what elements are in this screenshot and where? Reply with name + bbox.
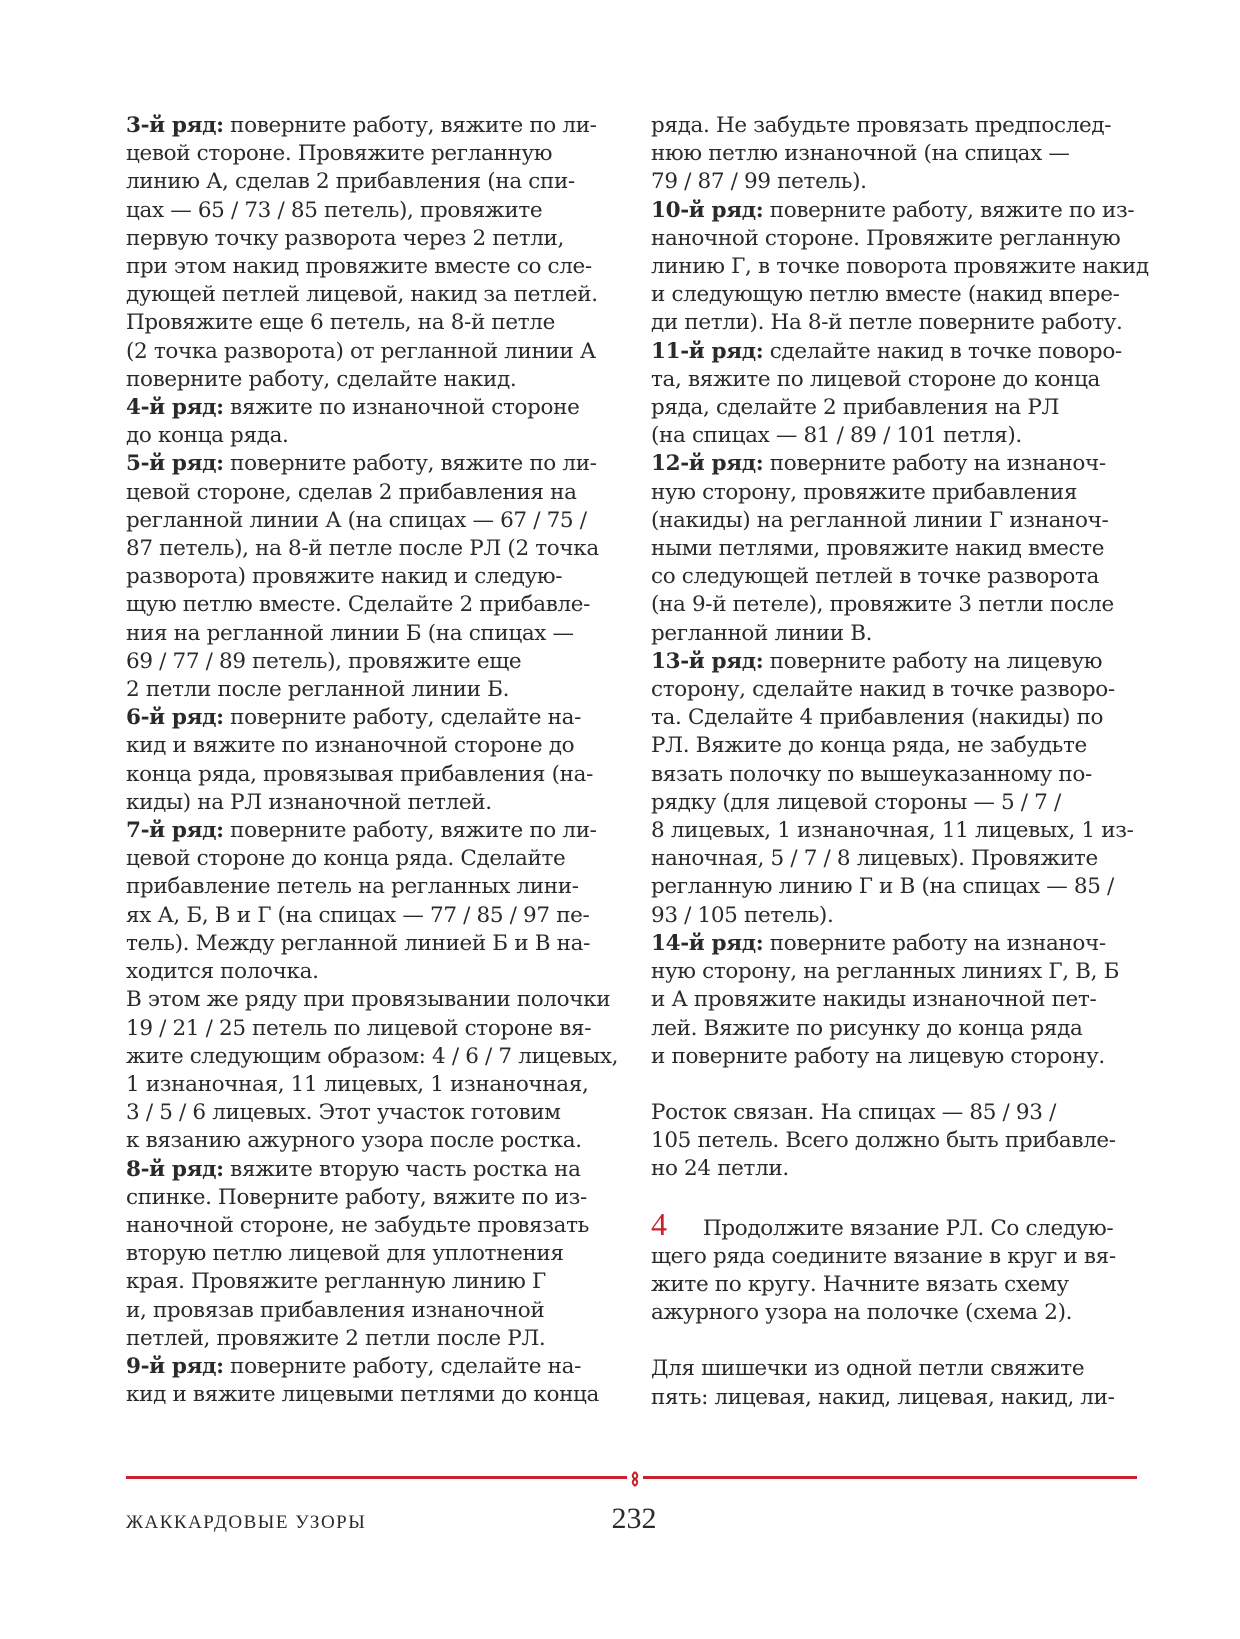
line-text: кид и вяжите по изнаночной стороне до [126,733,575,759]
text-line [126,789,622,817]
row-label: 5-й ряд: [126,451,224,477]
text-line [126,309,622,337]
text-line [126,1353,622,1381]
text-line [651,817,1147,845]
line-text: 8 лицевых, 1 изнаночная, 11 лицевых, 1 из- [651,818,1134,844]
text-line [126,902,622,930]
text-line [126,1127,622,1155]
line-text: и следующую петлю вместе (накид впере- [651,282,1120,308]
text-line [651,507,1147,535]
text-line [126,1297,622,1325]
text-line [126,845,622,873]
text-line [651,1384,1147,1412]
line-text: 69 / 77 / 89 петель), провяжите еще [126,648,522,674]
line-text: 79 / 87 / 99 петель). [651,169,867,195]
text-line [126,1268,622,1296]
text-line [651,366,1147,394]
text-line [126,986,622,1014]
line-text: Для шишечки из одной петли свяжите [651,1356,1085,1382]
line-text: Продолжите вязание РЛ. Со следую- [703,1215,1114,1241]
line-text: киды) на РЛ изнаночной петлей. [126,789,492,815]
text-line [126,1381,622,1409]
text-line [651,281,1147,309]
ornament-icon [623,1466,647,1492]
text-line [126,676,622,704]
line-text: вяжите по изнаночной стороне [223,395,580,421]
line-text: регланной линии В. [651,620,873,646]
text-line [126,507,622,535]
line-text: наночной стороне, не забудьте провязать [126,1212,590,1238]
line-text: но 24 петли. [651,1156,789,1182]
text-line [651,450,1147,478]
text-line [651,394,1147,422]
line-text: разворота) провяжите накид и следую- [126,564,563,590]
text-line [126,112,622,140]
text-line [651,761,1147,789]
line-text: петлей, провяжите 2 петли после РЛ. [126,1325,546,1351]
line-text: нюю петлю изнаночной (на спицах — [651,141,1070,167]
text-line [126,873,622,901]
line-text: 105 петель. Всего должно быть прибавле- [651,1128,1116,1154]
line-text: 2 петли после регланной линии Б. [126,677,510,703]
row-label: 14-й ряд: [651,930,764,956]
line-text: ажурного узора на полочке (схема 2). [651,1300,1073,1326]
line-text: 19 / 21 / 25 петель по лицевой стороне вя- [126,1015,592,1041]
paragraph-gap [651,1184,1147,1212]
text-line [126,704,622,732]
line-text: и, провязав прибавления изнаночной [126,1297,545,1323]
line-text: кид и вяжите лицевыми петлями до конца [126,1382,600,1408]
line-text: края. Провяжите регланную линию Г [126,1269,546,1295]
text-line [126,450,622,478]
footer-section-title: ЖАККАРДОВЫЕ УЗОРЫ [126,1512,367,1533]
text-line [126,1156,622,1184]
row-label: 6-й ряд: [126,705,224,731]
text-line [651,704,1147,732]
text-line [651,1015,1147,1043]
line-text: (на спицах — 81 / 89 / 101 петля). [651,423,1022,449]
step-number: 4 [651,1205,667,1242]
text-line [651,1043,1147,1071]
paragraph-gap [651,1071,1147,1099]
text-line [126,930,622,958]
text-line [651,873,1147,901]
line-text: поверните работу, вяжите по ли- [223,113,597,138]
line-text: поверните работу, сделайте на- [223,1353,582,1379]
line-text: и А провяжите накиды изнаночной пет- [651,987,1097,1013]
line-text: вяжите вторую часть ростка на [223,1156,581,1182]
text-line [651,535,1147,563]
text-line [126,648,622,676]
text-line [126,338,622,366]
line-text: ную сторону, на регланных линиях Г, В, Б [651,959,1120,985]
line-text: та. Сделайте 4 прибавления (накиды) по [651,705,1104,731]
line-text: жите по кругу. Начните вязать схему [651,1271,1069,1297]
left-column [126,112,622,1409]
text-line [126,1240,622,1268]
text-line [651,1099,1147,1127]
text-line [651,902,1147,930]
text-line [126,394,622,422]
text-line [126,1099,622,1127]
row-label: 13-й ряд: [651,648,764,674]
text-line [126,958,622,986]
line-text: линию Г, в точке поворота провяжите накид [651,254,1149,280]
line-text: ния на регланной линии Б (на спицах — [126,620,574,646]
line-text: (накиды) на регланной линии Г изнаноч- [651,507,1109,533]
text-line [126,281,622,309]
text-line [126,591,622,619]
line-text: тель). Между регланной линией Б и В на- [126,930,591,956]
text-line [126,563,622,591]
line-text: РЛ. Вяжите до конца ряда, не забудьте [651,733,1087,759]
text-line [126,817,622,845]
line-text: поверните работу, вяжите по из- [763,197,1135,223]
line-text: поверните работу на изнаноч- [763,930,1106,956]
text-line [126,1184,622,1212]
line-text: дующей петлей лицевой, накид за петлей. [126,282,598,308]
text-line [651,112,1147,140]
line-text: лей. Вяжите по рисунку до конца ряда [651,1015,1083,1041]
line-text: сделайте накид в точке поворо- [763,338,1122,364]
text-line [651,1271,1147,1299]
row-label: 7-й ряд: [126,818,224,844]
line-text: наночной стороне. Провяжите регланную [651,225,1121,251]
text-line [126,535,622,563]
text-line [651,1127,1147,1155]
text-line [126,1325,622,1353]
text-line [126,197,622,225]
text-line [126,479,622,507]
line-text: В этом же ряду при провязывании полочки [126,987,611,1013]
right-column [651,112,1147,1412]
line-text: ряда, сделайте 2 прибавления на РЛ [651,395,1060,421]
text-line [651,676,1147,704]
line-text: вторую петлю лицевой для уплотнения [126,1241,564,1267]
line-text: при этом накид провяжите вместе со сле- [126,254,592,280]
line-text: цах — 65 / 73 / 85 петель), провяжите [126,197,543,223]
text-line [126,225,622,253]
text-line [651,309,1147,337]
text-line [126,366,622,394]
text-line [651,789,1147,817]
line-text: щую петлю вместе. Сделайте 2 прибавле- [126,592,591,618]
line-text: линию А, сделав 2 прибавления (на спи- [126,169,575,195]
line-text: к вязанию ажурного узора после ростка. [126,1128,582,1154]
row-label: 12-й ряд: [651,451,764,477]
row-label: 9-й ряд: [126,1353,224,1379]
text-line [651,197,1147,225]
text-line [126,1015,622,1043]
line-text: со следующей петлей в точке разворота [651,564,1100,590]
line-text: поверните работу на лицевую [763,648,1103,674]
line-text: до конца ряда. [126,423,289,449]
row-label: 4-й ряд: [126,395,224,421]
line-text: (на 9-й петеле), провяжите 3 петли после [651,592,1114,618]
line-text: ряда. Не забудьте провязать предпослед- [651,113,1112,138]
line-text: регланную линию Г и В (на спицах — 85 / [651,874,1114,900]
text-line [651,620,1147,648]
text-line [651,1243,1147,1271]
line-text: поверните работу, сделайте накид. [126,366,517,392]
row-label: 8-й ряд: [126,1156,224,1182]
line-text: поверните работу, сделайте на- [223,705,582,731]
line-text: жите следующим образом: 4 / 6 / 7 лицевых, [126,1043,619,1069]
line-text: вязать полочку по вышеуказанному по- [651,761,1092,787]
line-text: 3 / 5 / 6 лицевых. Этот участок готовим [126,1100,561,1126]
line-text: щего ряда соедините вязание в круг и вя- [651,1243,1116,1269]
text-line [651,648,1147,676]
line-text: прибавление петель на регланных лини- [126,874,579,900]
line-text: та, вяжите по лицевой стороне до конца [651,366,1101,392]
line-text: 1 изнаночная, 11 лицевых, 1 изнаночная, [126,1071,589,1097]
text-line [126,168,622,196]
row-label: 10-й ряд: [651,197,764,223]
line-text: сторону, сделайте накид в точке разворо- [651,677,1115,703]
line-text: рядку (для лицевой стороны — 5 / 7 / [651,789,1061,815]
line-text: ходится полочка. [126,959,319,985]
text-line [651,1299,1147,1327]
text-line [651,958,1147,986]
line-text: поверните работу, вяжите по ли- [223,451,597,477]
text-line [651,930,1147,958]
text-line [651,422,1147,450]
line-text: поверните работу на изнаноч- [763,451,1106,477]
text-line [651,986,1147,1014]
line-text: Провяжите еще 6 петель, на 8-й петле [126,310,555,336]
line-text: ную сторону, провяжите прибавления [651,479,1078,505]
row-label: 11-й ряд: [651,338,764,364]
row-label: 3-й ряд: [126,113,224,138]
text-line [126,253,622,281]
text-line [651,845,1147,873]
text-line [651,1205,1147,1243]
text-line [126,620,622,648]
line-text: цевой стороне. Провяжите регланную [126,141,553,167]
line-text: цевой стороне, сделав 2 прибавления на [126,479,577,505]
page-number: 232 [611,1502,657,1535]
line-text: ди петли). На 8-й петле поверните работу. [651,310,1123,336]
text-line [126,422,622,450]
paragraph-gap [651,1327,1147,1355]
line-text: 93 / 105 петель). [651,902,834,928]
text-line [651,1155,1147,1183]
text-line [126,140,622,168]
line-text: пять: лицевая, накид, лицевая, накид, ли- [651,1384,1115,1410]
text-line [126,1071,622,1099]
line-text: и поверните работу на лицевую сторону. [651,1043,1105,1069]
line-text: ными петлями, провяжите накид вместе [651,536,1105,562]
line-text: 87 петель), на 8-й петле после РЛ (2 точка [126,536,599,562]
text-line [651,563,1147,591]
text-line [651,140,1147,168]
text-line [651,253,1147,281]
text-line [126,1212,622,1240]
text-line [126,732,622,760]
line-text: конца ряда, провязывая прибавления (на- [126,761,593,787]
line-text: (2 точка разворота) от регланной линии А [126,338,596,364]
text-line [651,732,1147,760]
text-line [651,225,1147,253]
line-text: ях А, Б, В и Г (на спицах — 77 / 85 / 97 пе- [126,902,590,928]
text-line [126,1043,622,1071]
text-line [651,591,1147,619]
line-text: первую точку разворота через 2 петли, [126,225,565,251]
text-line [126,761,622,789]
text-line [651,168,1147,196]
line-text: регланной линии А (на спицах — 67 / 75 / [126,507,587,533]
line-text: наночная, 5 / 7 / 8 лицевых). Провяжите [651,846,1098,872]
line-text: цевой стороне до конца ряда. Сделайте [126,846,566,872]
line-text: спинке. Поверните работу, вяжите по из- [126,1184,587,1210]
text-line [651,1355,1147,1383]
text-line [651,338,1147,366]
text-line [651,479,1147,507]
line-text: поверните работу, вяжите по ли- [223,818,597,844]
line-text: Росток связан. На спицах — 85 / 93 / [651,1099,1056,1125]
